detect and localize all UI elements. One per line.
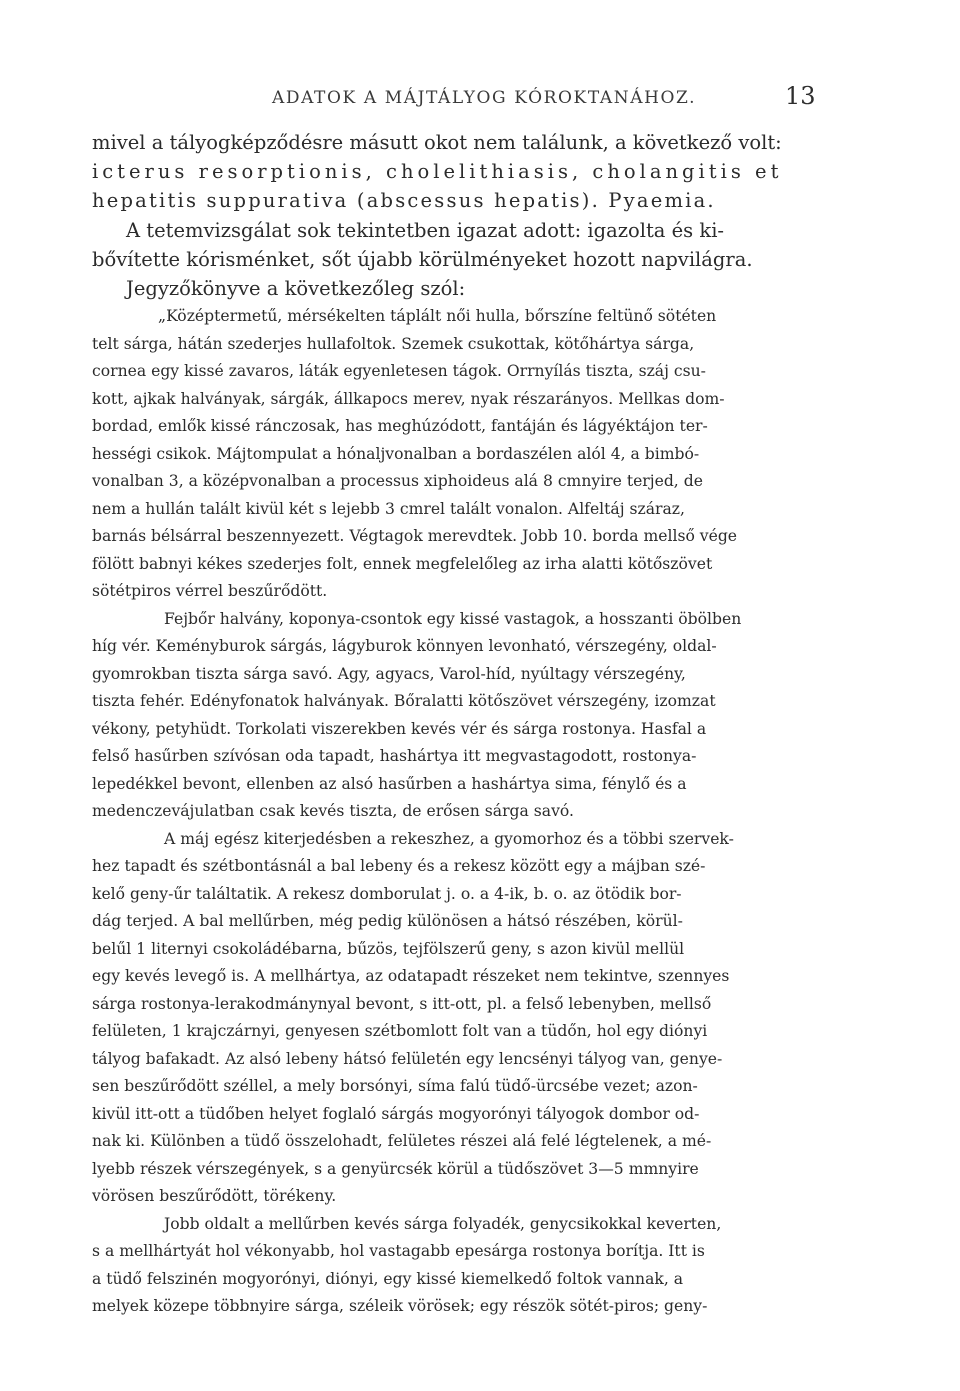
- intro-paragraph: [92, 128, 819, 303]
- text-line: kivül itt-ott a tüdőben helyet foglaló sárgás mogyorónyi tályogok dombor od-: [92, 1104, 700, 1123]
- text-line: vékony, petyhüdt. Torkolati viszerekben kevés vér és sárga rostonya. Hasfal a: [92, 719, 707, 738]
- body-text: [92, 128, 819, 1321]
- text-line: kott, ajkak halványak, sárgák, állkapocs merev, nyak részarányos. Mellkas dom-: [92, 389, 725, 408]
- text-line: bordad, emlők kissé ránczosak, has meghúzódott, fantáján és lágyéktájon ter-: [92, 417, 708, 436]
- text-line: barnás bélsárral beszennyezett. Végtagok merevdtek. Jobb 10. borda mellső vége: [92, 527, 738, 546]
- text-line: lyebb részek vérszegények, s a genyürcsék körül a tüdőszövet 3—5 mmnyire: [92, 1159, 699, 1178]
- text-line: icterus resorptionis, cholelithiasis, cholangitis et: [92, 160, 783, 184]
- text-line: vonalban 3, a középvonalban a processus xiphoideus alá 8 cmnyire terjed, de: [92, 472, 703, 491]
- text-line: belűl 1 liternyi csokoládébarna, bűzös, tejfölszerű geny, s azon kivül mellül: [92, 939, 685, 958]
- text-line: mivel a tályogképződésre másutt okot nem találunk, a következő volt:: [92, 131, 782, 154]
- text-line: telt sárga, hátán szederjes hullafoltok. Szemek csukottak, kötőhártya sárga,: [92, 334, 695, 353]
- text-line: tályog bafakadt. Az alsó lebeny hátsó felületén egy lencsényi tályog van, genye-: [92, 1049, 723, 1068]
- text-line: cornea egy kissé zavaros, láták egyenletesen tágok. Orrnyílás tiszta, száj csu-: [92, 362, 706, 381]
- text-line: felületen, 1 krajczárnyi, genyesen szétbomlott folt van a tüdőn, hol egy diónyi: [92, 1022, 708, 1041]
- text-line: a tüdő felszinén mogyorónyi, diónyi, egy kissé kiemelkedő foltok vannak, a: [92, 1269, 684, 1288]
- text-line: felső hasűrben szívósan oda tapadt, hashártya itt megvastagodott, rostonya-: [92, 747, 697, 766]
- text-line: kelő geny-űr találtatik. A rekesz domborulat j. o. a 4-ik, b. o. az ötödik bor-: [92, 884, 682, 903]
- text-line: A máj egész kiterjedésben a rekeszhez, a gyomorhoz és a többi szervek-: [164, 829, 734, 848]
- text-line: Jegyzőkönyve a következőleg szól:: [126, 276, 466, 300]
- text-line: melyek közepe többnyire sárga, széleik vörösek; egy részök sötét-piros; geny-: [92, 1297, 708, 1316]
- text-line: tiszta fehér. Edényfonatok halványak. Bőralatti kötőszövet vérszegény, izomzat: [92, 692, 716, 711]
- text-line: Jobb oldalt a mellűrben kevés sárga folyadék, genycsikokkal keverten,: [164, 1214, 722, 1233]
- text-line: dág terjed. A bal mellűrben, még pedig különösen a hátsó részében, körül-: [92, 912, 683, 931]
- text-line: nak ki. Különben a tüdő összelohadt, felületes részei alá felé légtelenek, a mé-: [92, 1132, 712, 1151]
- text-line: lepedékkel bevont, ellenben az alsó hasűrben a hashártya sima, fénylő és a: [92, 774, 687, 793]
- page-number: 13: [785, 82, 816, 110]
- text-line: medenczevájulatban csak kevés tiszta, de erősen sárga savó.: [92, 802, 574, 821]
- text-line: egy kevés levegő is. A mellhártya, az odatapadt részeket nem tekintve, szennyes: [92, 967, 730, 986]
- text-line: hepatitis suppurativa (abscessus hepatis). Pyaemia.: [92, 189, 716, 213]
- text-line: hességi csikok. Májtompulat a hónaljvonalban a bordaszélen alól 4, a bimbó-: [92, 444, 700, 463]
- text-line: bővítette kórisménket, sőt újabb körülményeket hozott napvilágra.: [92, 247, 753, 271]
- text-line: „Középtermetű, mérsékelten táplált női hulla, bőrszíne feltünő sötéten: [158, 307, 717, 326]
- text-line: sárga rostonya-lerakodmánynyal bevont, s itt-ott, pl. a felső lebenyben, mellső: [92, 994, 712, 1013]
- text-line: hez tapadt és szétbontásnál a bal lebeny és a rekesz között egy a májban szé-: [92, 857, 706, 876]
- running-head: ADATOK A MÁJTÁLYOG KÓROKTANÁHOZ.: [272, 88, 697, 108]
- text-line: fölött babnyi kékes szederjes folt, ennek megfelelőleg az irha alatti kötőszövet: [92, 554, 713, 573]
- text-line: s a mellhártyát hol vékonyabb, hol vastagabb epesárga rostonya borítja. Itt is: [92, 1242, 705, 1261]
- text-line: sen beszűrődött széllel, a mely borsónyi, síma falú tüdő-ürcsébe vezet; azon-: [92, 1077, 698, 1096]
- text-line: A tetemvizsgálat sok tekintetben igazat adott: igazolta és ki-: [126, 218, 725, 242]
- text-line: vörösen beszűrődött, törékeny.: [92, 1187, 337, 1206]
- text-line: gyomrokban tiszta sárga savó. Agy, agyacs, Varol-híd, nyúltagy vérszegény,: [92, 664, 686, 683]
- text-line: Fejbőr halvány, koponya-csontok egy kissé vastagok, a hosszanti öbölben: [164, 609, 742, 628]
- page-header: [0, 82, 960, 122]
- text-line: sötétpiros vérrel beszűrődött.: [92, 582, 328, 601]
- autopsy-protocol: [92, 303, 819, 1321]
- text-line: nem a hullán talált kivül két s lejebb 3 cmrel talált vonalon. Alfeltáj száraz,: [92, 499, 685, 518]
- text-line: híg vér. Keményburok sárgás, lágyburok könnyen levonható, vérszegény, oldal-: [92, 637, 717, 656]
